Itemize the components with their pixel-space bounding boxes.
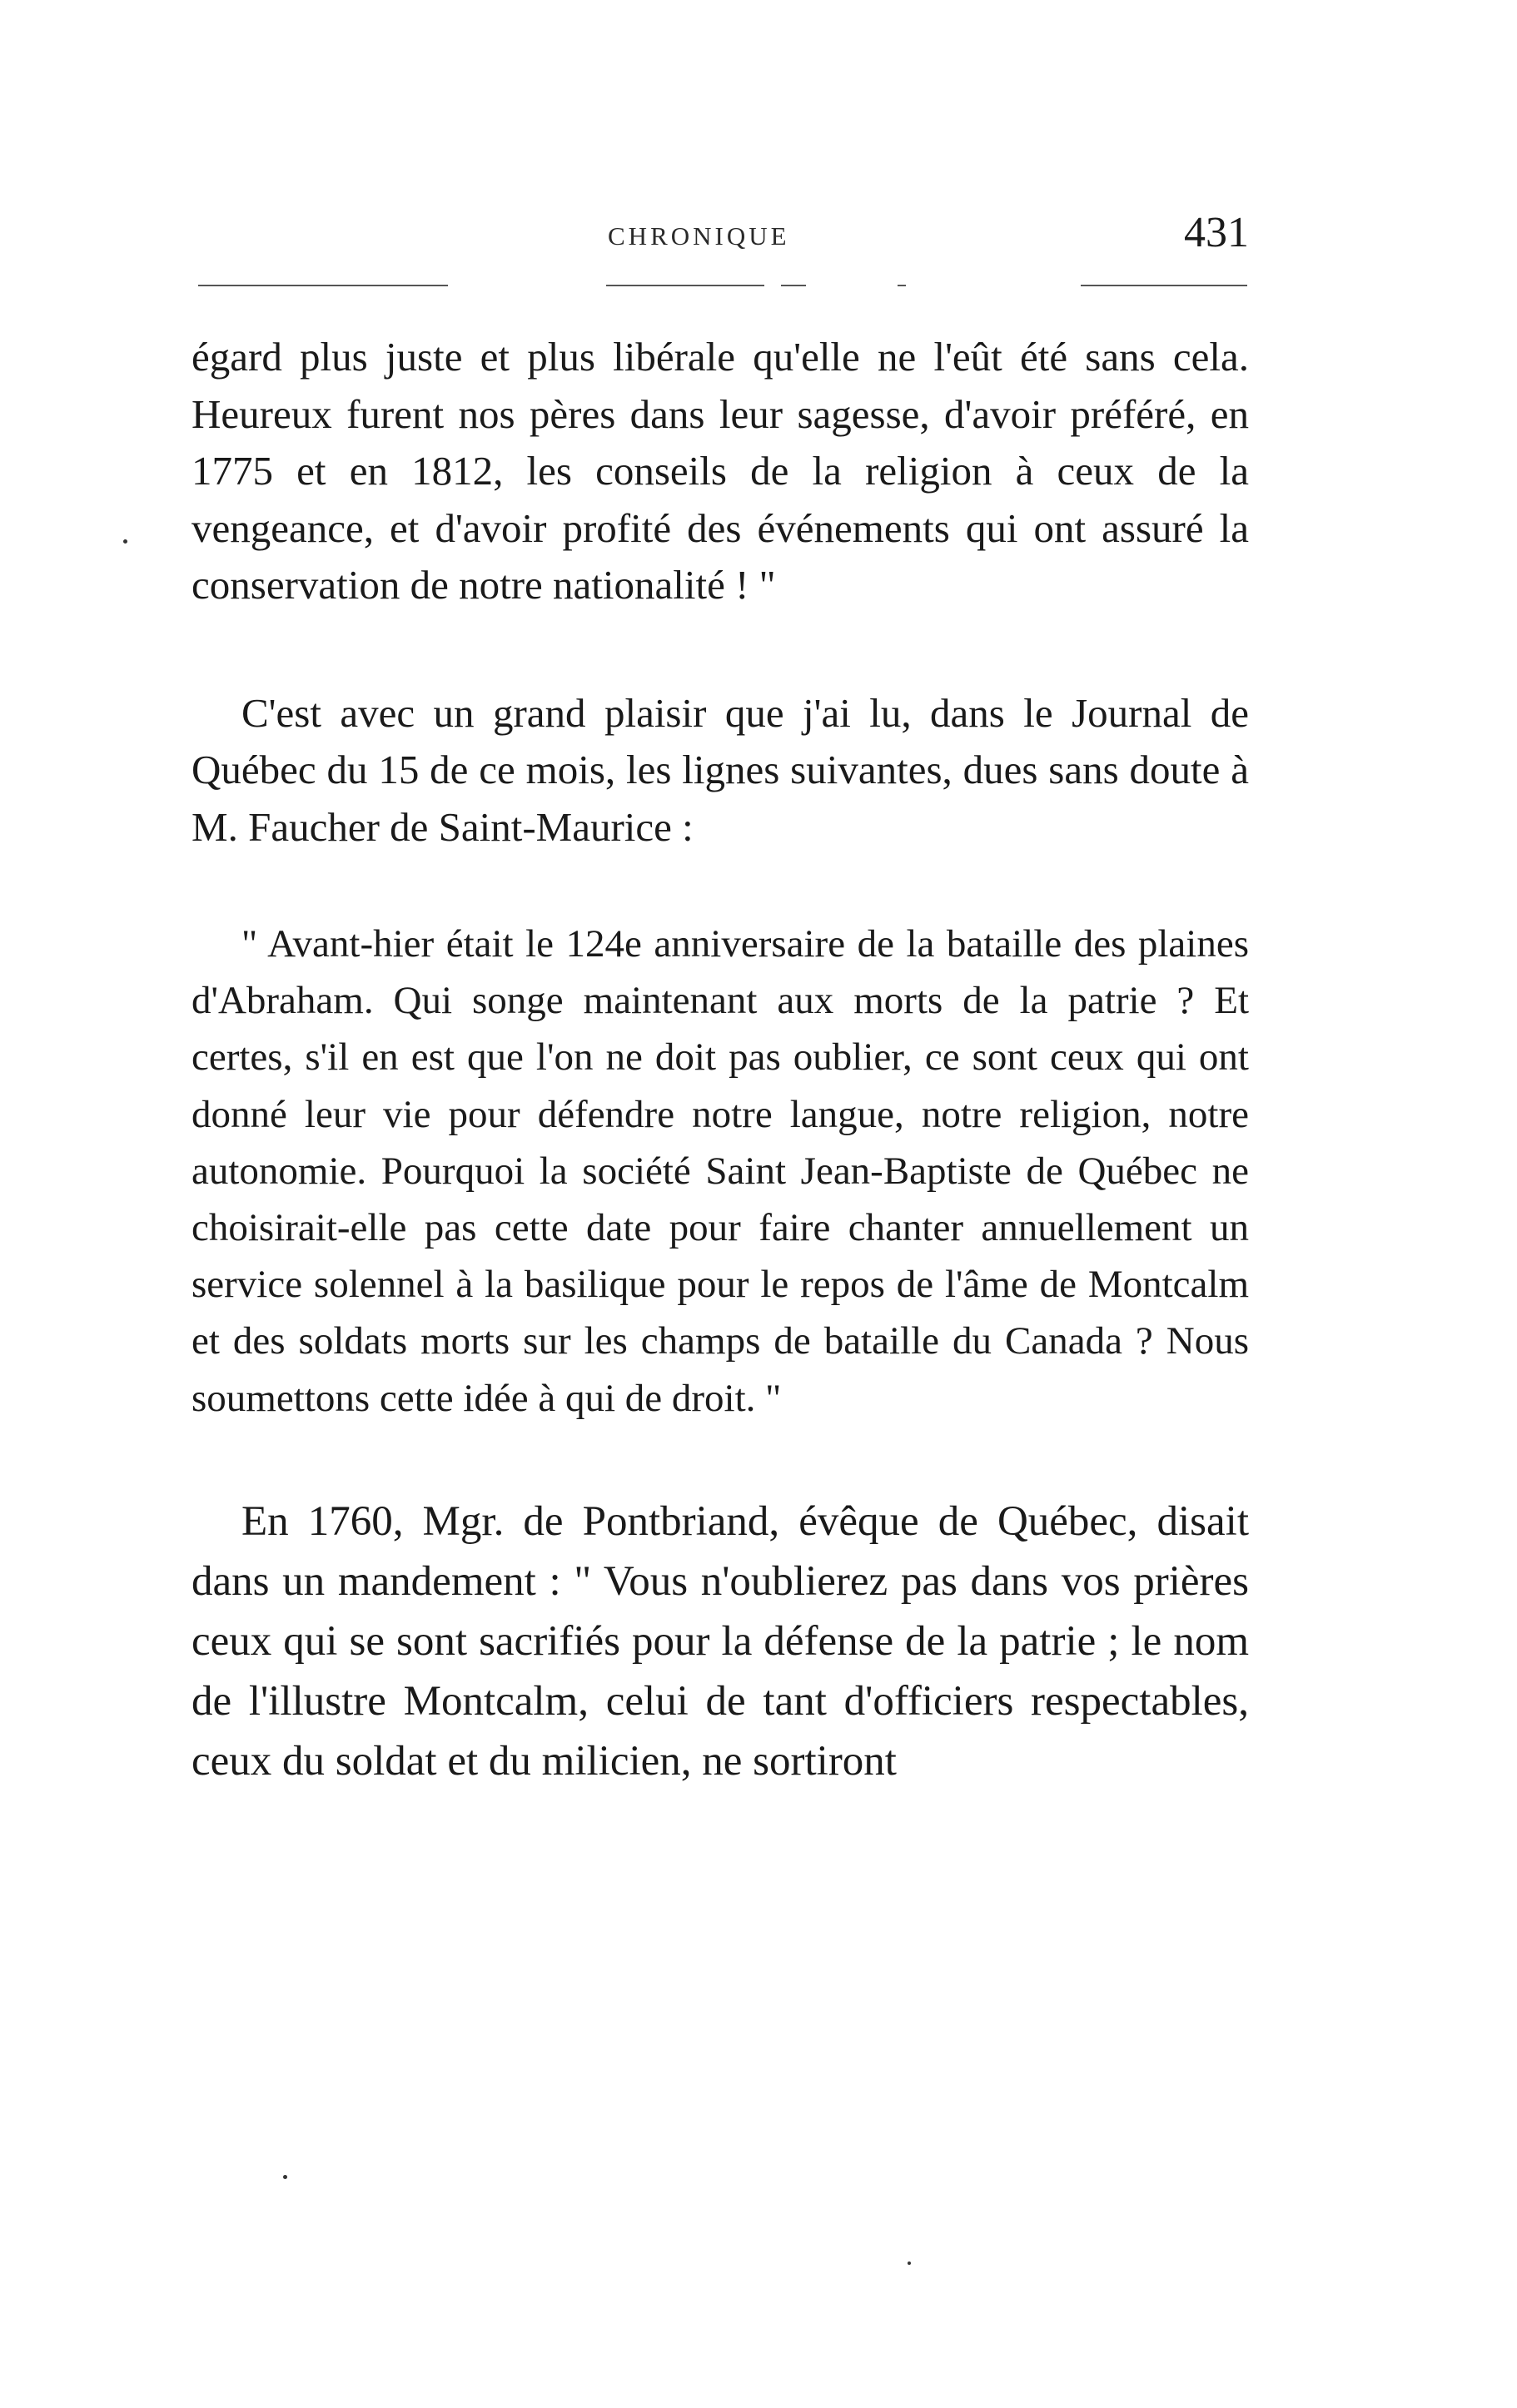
margin-mark: [908, 2262, 911, 2265]
paragraph-mandement: En 1760, Mgr. de Pontbriand, évêque de Québec, disait dans un mandement : " Vous n'oublierez pas dans vos prières ceux qui se sont sacrifiés pour la défense de la patrie ; le nom de l'illustre Montcalm, celui de tant d'officiers respectables, ceux du soldat et du milicien, ne sortiront: [191, 1497, 1249, 1785]
margin-mark: [283, 2175, 287, 2179]
page-body: [191, 329, 1249, 1791]
paragraph-journal: C'est avec un grand plaisir que j'ai lu, dans le Journal de Québec du 15 de ce mois, les lignes suivantes, dues sans doute à M. Faucher de Saint-Maurice :: [191, 689, 1249, 850]
page-number: 431: [1184, 209, 1249, 256]
paragraph-continued: égard plus juste et plus libérale qu'elle ne l'eût été sans cela. Heureux furent nos pères dans leur sagesse, d'avoir préféré, en 1775 et en 1812, les conseils de la religion à ceux de la vengeance, et d'avoir profité des événements qui ont assuré la conservation de notre nationalité ! ": [191, 334, 1249, 608]
paragraph-quotation: " Avant-hier était le 124e anniversaire de la bataille des plaines d'Abraham. Qui songe maintenant aux morts de la patrie ? Et certes, s'il en est que l'on ne doit pas oublier, ce sont ceux qui ont donné leur vie pour défendre notre langue, notre religion, notre autonomie. Pourquoi la société Saint Jean-Baptiste de Québec ne choisirait-elle pas cette date pour faire chanter annuellement un service solennel à la basilique pour le repos de l'âme de Montcalm et des soldats morts sur les champs de bataille du Canada ? Nous soumettons cette idée à qui de droit. ": [191, 922, 1249, 1420]
running-head: [191, 208, 1249, 258]
header-rule: [198, 283, 1247, 288]
running-title: CHRONIQUE: [608, 221, 790, 251]
margin-mark: [123, 539, 127, 544]
